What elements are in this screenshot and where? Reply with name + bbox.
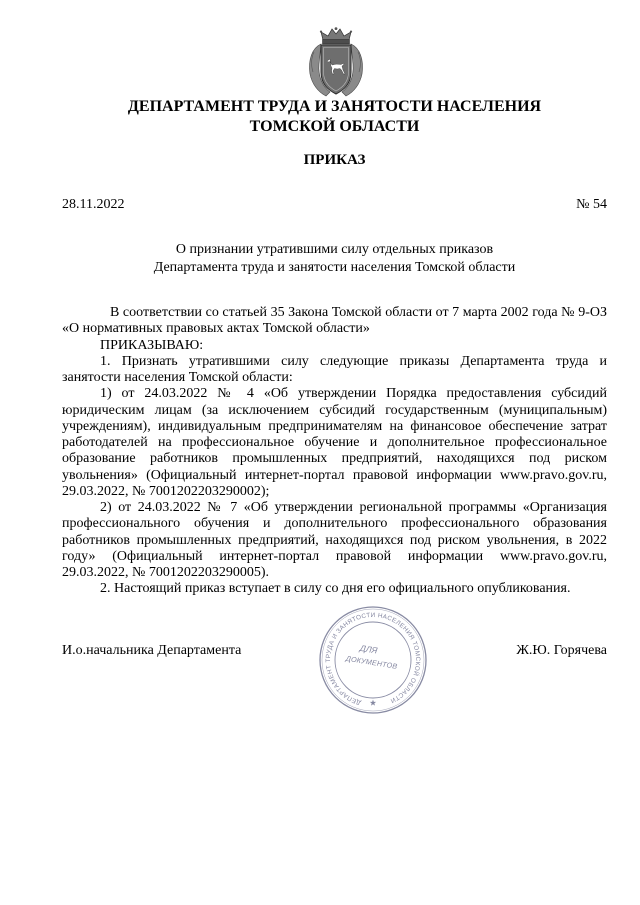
document-title-line-2: Департамента труда и занятости населения Томской области: [153, 260, 516, 275]
signer-position: И.о.начальника Департамента: [62, 643, 242, 658]
coat-of-arms-icon: [302, 26, 370, 98]
document-meta-row: [62, 196, 607, 214]
document-title-line-1: О признании утратившими силу отдельных приказов: [175, 242, 494, 257]
document-body: [62, 305, 607, 598]
stamp-ring-textpath: ДЕПАРТАМЕНТ ТРУДА И ЗАНЯТОСТИ НАСЕЛЕНИЯ ТОМСКОЙ ОБЛАСТИ: [324, 611, 422, 707]
signer-name: Ж.Ю. Горячева: [516, 643, 607, 658]
order-word: ПРИКАЗЫВАЮ:: [100, 337, 204, 353]
organization-name-line-2: ТОМСКОЙ ОБЛАСТИ: [249, 118, 420, 135]
item-2-paragraph: 2. Настоящий приказ вступает в силу со дня его официального опубликования.: [100, 581, 571, 597]
preamble-paragraph: В соответствии со статьей 35 Закона Томской области от 7 марта 2002 года № 9-ОЗ «О нормативных правовых актах Томской области»: [62, 305, 607, 337]
item-1-subitem-2: 2) от 24.03.2022 № 7 «Об утверждении региональной программы «Организация профессионального обучения и дополнительного профессионального образования работников промышленных предприятий, находящихся под риском увольнения, в 2022 году» (Официальный интернет-портал правовой информации www.pravo.gov.ru, 29.03.2022, № 7001202203290005).: [62, 500, 607, 580]
stamp-star-icon: [370, 700, 376, 706]
stamp-center-line-2: ДОКУМЕНТОВ: [345, 653, 399, 671]
document-title: [62, 241, 607, 277]
item-1-paragraph: 1. Признать утратившими силу следующие приказы Департамента труда и занятости населения Томской области:: [62, 353, 607, 385]
document-date: 28.11.2022: [62, 197, 125, 212]
organization-name: [62, 97, 607, 137]
stamp-center-line-1: ДЛЯ: [359, 642, 379, 656]
document-number: № 54: [576, 197, 607, 212]
organization-name-line-1: ДЕПАРТАМЕНТ ТРУДА И ЗАНЯТОСТИ НАСЕЛЕНИЯ: [127, 98, 542, 115]
official-stamp-icon: [314, 602, 432, 718]
document-type: ПРИКАЗ: [303, 152, 366, 168]
item-1-subitem-1: 1) от 24.03.2022 № 4 «Об утверждении Порядка предоставления субсидий юридическим лицам (за исключением субсидий государственным (муниципальным) учреждениям), индивидуальным предпринимателям на финансовое обеспечение затрат работодателей на профессиональное обучение и дополнительное профессиональное образование работников промышленных предприятий, находящихся под риском увольнения» (Официальный интернет-портал правовой информации www.pravo.gov.ru, 29.03.2022, № 7001202203290002);: [62, 386, 607, 499]
